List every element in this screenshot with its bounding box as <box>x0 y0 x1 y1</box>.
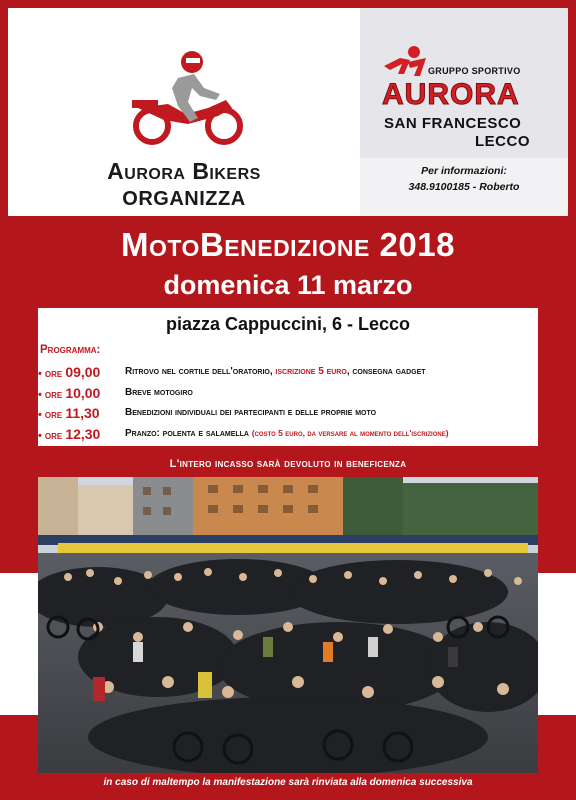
event-date: domenica 11 marzo <box>163 270 413 300</box>
program-time: • ore 10,00 <box>38 385 101 401</box>
program-time: • ore 11,30 <box>38 405 100 421</box>
program-time: • ore 09,00 <box>38 364 101 380</box>
event-title: MotoBenedizione 2018 <box>121 226 455 263</box>
footer-note: in caso di maltempo la manifestazione sarà rinviata alla domenica successiva <box>103 777 473 788</box>
program-desc: Benedizioni individuali dei partecipanti e delle proprie moto <box>125 407 377 418</box>
club-line1: SAN FRANCESCO <box>384 115 522 132</box>
program-heading: Programma: <box>40 344 101 356</box>
charity-note: L'intero incasso sarà devoluto in beneficenza <box>169 458 407 470</box>
program-desc: Ritrovo nel cortile dell'oratorio, iscrizione 5 euro, consegna gadget <box>125 366 426 377</box>
program-item <box>38 385 538 405</box>
info-label: Per informazioni: <box>421 165 507 177</box>
program-item <box>38 364 538 384</box>
motorcyclist-icon <box>128 48 248 148</box>
program-desc: Breve motogiro <box>125 387 193 398</box>
club-panel <box>360 8 568 216</box>
organizer-name: Aurora Bikers <box>107 158 261 184</box>
crowd-photo <box>38 477 538 773</box>
organizer-panel <box>8 8 360 216</box>
club-label: GRUPPO SPORTIVO <box>428 66 521 76</box>
club-line2: LECCO <box>475 133 530 150</box>
program-time: • ore 12,30 <box>38 426 101 442</box>
program-item <box>38 426 538 446</box>
event-place: piazza Cappuccini, 6 - Lecco <box>165 314 411 334</box>
program-box <box>38 308 538 446</box>
info-contact: 348.9100185 - Roberto <box>408 181 520 193</box>
program-desc: Pranzo: polenta e salamella (costo 5 euro, da versare al momento dell'iscrizione) <box>125 428 449 439</box>
club-name: AURORA <box>382 78 520 111</box>
program-item <box>38 405 538 425</box>
organizer-action: ORGANIZZA <box>122 188 246 210</box>
